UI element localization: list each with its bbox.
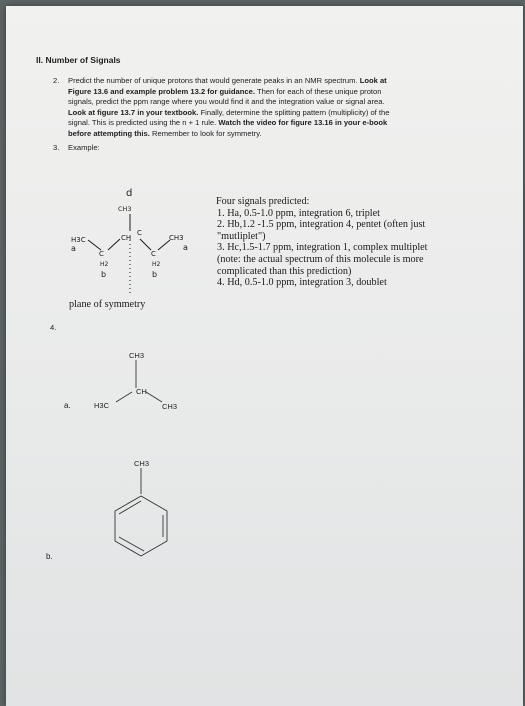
question-2-line-4: Look at figure 13.7 in your textbook. Finally, determine the splitting pattern (multiplicity) of the xyxy=(68,107,390,117)
label-d: d xyxy=(126,188,133,199)
molecule-a-label: a. xyxy=(64,401,71,410)
summary-line-6: (note: the actual spectrum of this molecule is more xyxy=(217,253,424,265)
label-ch-center: CH xyxy=(121,234,132,242)
summary-line-4: "mutliplet") xyxy=(217,230,266,242)
summary-line-5: 3. Hc,1.5-1.7 ppm, integration 1, complex multiplet xyxy=(217,242,428,254)
question-2-line-1: Predict the number of unique protons that would generate peaks in an NMR spectrum. Look at xyxy=(68,76,387,85)
question-4 xyxy=(50,323,56,334)
bond-c-b-right xyxy=(140,239,151,250)
bond-ch-h3c xyxy=(116,392,132,402)
question-2-line-6: before attempting this. Remember to look for symmetry. xyxy=(68,128,262,138)
molecule-a-left-h3c: H3C xyxy=(94,401,110,410)
label-b-right: b xyxy=(152,270,158,279)
question-2-line-5: signal. This is predicted using the n + 1 rule. Watch the video for figure 13.16 in your e-book xyxy=(68,118,388,128)
ring-double-bond-bottom-left xyxy=(119,537,144,551)
bond-b-c-left xyxy=(108,239,120,250)
molecule-a-center-ch: CH xyxy=(136,387,147,396)
molecule-b-toluene xyxy=(101,454,181,564)
example-molecule-drawing xyxy=(58,184,208,296)
question-2-line-3: signals, predict the ppm range where you would find it and the integration value or signal area. xyxy=(68,97,385,107)
label-b-left: b xyxy=(101,270,107,279)
question-2-number: 2. xyxy=(53,76,60,85)
molecule-a-top-ch3: CH3 xyxy=(129,351,145,360)
label-ch3-right: CH3 xyxy=(169,234,184,242)
summary-line-2: 1. Ha, 0.5-1.0 ppm, integration 6, triplet xyxy=(217,207,380,219)
label-c-superscript: C xyxy=(137,229,142,237)
bond-ch-ch3 xyxy=(146,392,162,402)
question-3-label: Example: xyxy=(68,143,100,152)
molecule-b-top-ch3: CH3 xyxy=(134,459,150,468)
ring-double-bond-top-left xyxy=(119,501,141,514)
plane-of-symmetry-label: plane of symmetry xyxy=(69,299,146,310)
molecule-a-isobutane xyxy=(86,346,206,416)
label-ch3-top: CH3 xyxy=(118,205,132,213)
label-a-left: a xyxy=(71,244,76,253)
benzene-ring xyxy=(115,496,167,556)
summary-line-7: complicated than this prediction) xyxy=(217,265,352,277)
label-h3c-left: H3C xyxy=(71,236,86,244)
label-c-left: C xyxy=(99,250,104,258)
label-h2-right: H2 xyxy=(152,261,161,268)
summary-line-3: 2. Hb,1.2 -1.5 ppm, integration 4, pentet (often just xyxy=(217,219,426,231)
molecule-b-label: b. xyxy=(46,552,53,561)
question-2 xyxy=(53,76,508,140)
question-3-number: 3. xyxy=(53,143,60,152)
question-2-line-2: Figure 13.6 and example problem 13.2 for guidance. Then for each of these unique proton xyxy=(68,86,382,96)
bond-a-b-left xyxy=(88,240,101,250)
question-4-number: 4. xyxy=(50,323,57,332)
label-h2-left: H2 xyxy=(100,261,109,268)
signal-summary xyxy=(216,196,516,289)
summary-line-1: Four signals predicted: xyxy=(216,196,310,207)
label-a-right: a xyxy=(183,243,188,252)
molecule-a-right-ch3: CH3 xyxy=(162,402,178,411)
summary-line-8: 4. Hd, 0.5-1.0 ppm, integration 3, doublet xyxy=(217,277,387,289)
label-c-right: C xyxy=(151,250,156,258)
section-heading: II. Number of Signals xyxy=(36,55,121,65)
worksheet-page xyxy=(6,6,523,706)
question-3 xyxy=(53,143,100,154)
